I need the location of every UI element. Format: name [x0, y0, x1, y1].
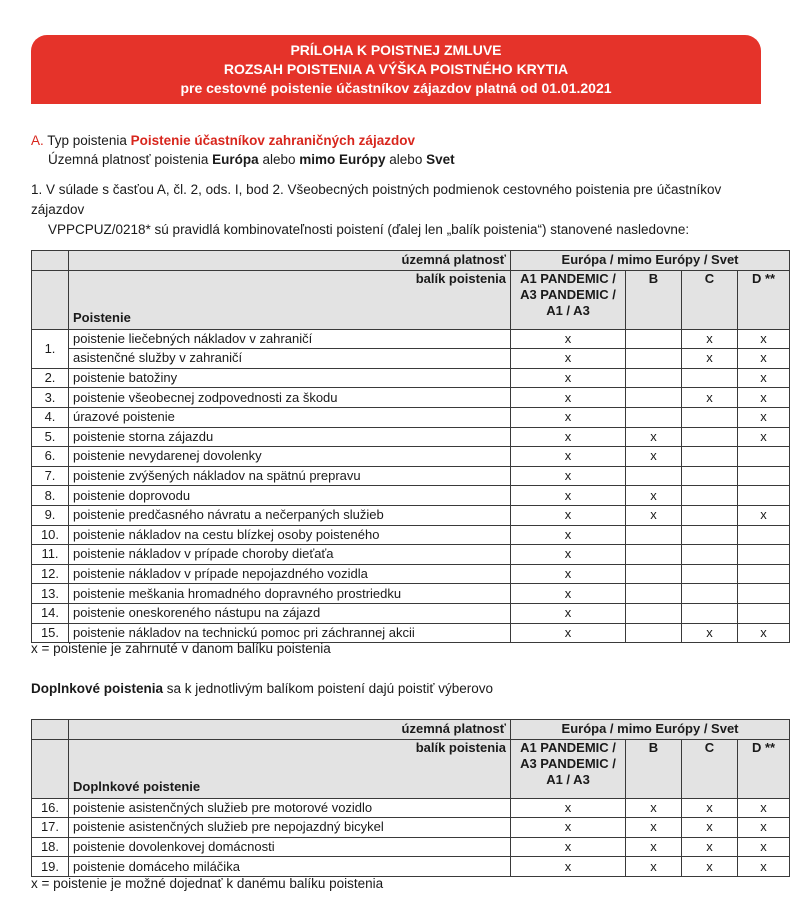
header-blank-cell: [32, 251, 69, 271]
package-column-0: A1 PANDEMIC / A3 PANDEMIC / A1 / A3: [511, 270, 626, 329]
row-mark: x: [626, 427, 682, 447]
table-row: [32, 505, 790, 525]
row-mark: [626, 603, 682, 623]
row-mark: x: [511, 368, 626, 388]
table-row: [32, 525, 790, 545]
row-number: 12.: [32, 564, 69, 584]
row-name: poistenie všeobecnej zodpovednosti za škodu: [69, 388, 511, 408]
row-mark: x: [738, 837, 790, 857]
row-mark: [738, 466, 790, 486]
row-number: 2.: [32, 368, 69, 388]
header-blank-cell: [32, 720, 69, 740]
row-mark: [626, 623, 682, 643]
header-blank-cell: [32, 739, 69, 798]
table-row: [32, 623, 790, 643]
paragraph-2-bold: Doplnkové poistenia: [31, 681, 164, 696]
type-label: Typ poistenia: [47, 133, 127, 148]
row-mark: x: [511, 525, 626, 545]
package-column-3: D **: [738, 739, 790, 798]
territory-value: Európa / mimo Európy / Svet: [511, 720, 790, 740]
package-header-cell: [69, 270, 511, 329]
row-mark: [626, 407, 682, 427]
territory-outside: mimo Európy: [299, 152, 386, 167]
supplementary-table: [31, 719, 790, 877]
row-mark: x: [511, 388, 626, 408]
row-mark: x: [511, 584, 626, 604]
row-number: 14.: [32, 603, 69, 623]
row-mark: [626, 329, 682, 349]
table-row: [32, 857, 790, 877]
row-mark: [682, 545, 738, 565]
package-column-2: C: [682, 270, 738, 329]
header-row-packages: [32, 739, 790, 798]
row-mark: x: [682, 623, 738, 643]
row-mark: x: [511, 505, 626, 525]
row-mark: [682, 564, 738, 584]
table-row: [32, 466, 790, 486]
row-name: poistenie doprovodu: [69, 486, 511, 506]
header-row-packages: [32, 270, 790, 329]
package-header: balík poistenia: [415, 739, 506, 755]
territory-header: územná platnosť: [69, 251, 511, 271]
package-column-3: D **: [738, 270, 790, 329]
row-mark: [682, 603, 738, 623]
row-mark: x: [626, 486, 682, 506]
row-mark: x: [511, 603, 626, 623]
row-mark: [682, 505, 738, 525]
package-column-1: B: [626, 739, 682, 798]
row-mark: [626, 545, 682, 565]
territory-or-1: alebo: [262, 152, 296, 167]
row-number: 3.: [32, 388, 69, 408]
row-mark: [738, 584, 790, 604]
table-row: [32, 584, 790, 604]
row-mark: x: [511, 427, 626, 447]
row-mark: x: [626, 818, 682, 838]
paragraph-1-line-1: 1. V súlade s časťou A, čl. 2, ods. I, bod 2. Všeobecných poistných podmienok cestovného poistenia pre účastníkov zájazdov: [31, 182, 722, 217]
row-mark: [682, 427, 738, 447]
package-header-cell: [69, 739, 511, 798]
row-mark: x: [626, 447, 682, 467]
header-banner: [31, 35, 761, 104]
row-mark: [626, 466, 682, 486]
row-mark: [682, 368, 738, 388]
row-mark: x: [626, 798, 682, 818]
row-mark: [738, 545, 790, 565]
row-mark: [626, 349, 682, 369]
insurance-header: Poistenie: [73, 309, 131, 325]
row-name: poistenie dovolenkovej domácnosti: [69, 837, 511, 857]
note-1: x = poistenie je zahrnuté v danom balíku poistenia: [31, 641, 331, 656]
table-row: [32, 349, 790, 369]
row-mark: x: [511, 329, 626, 349]
row-mark: [682, 466, 738, 486]
row-mark: x: [511, 349, 626, 369]
row-mark: x: [738, 623, 790, 643]
table-row: [32, 798, 790, 818]
row-mark: [738, 525, 790, 545]
row-number: 4.: [32, 407, 69, 427]
row-mark: x: [738, 818, 790, 838]
paragraph-1: [31, 180, 771, 240]
row-name: úrazové poistenie: [69, 407, 511, 427]
row-name: poistenie batožiny: [69, 368, 511, 388]
header-blank-cell: [32, 270, 69, 329]
header-row-territory: [32, 720, 790, 740]
row-number: 5.: [32, 427, 69, 447]
row-number: 16.: [32, 798, 69, 818]
row-mark: x: [738, 407, 790, 427]
row-number: 7.: [32, 466, 69, 486]
header-line-2: ROZSAH POISTENIA A VÝŠKA POISTNÉHO KRYTIA: [223, 61, 569, 77]
row-number: 6.: [32, 447, 69, 467]
row-number: 8.: [32, 486, 69, 506]
row-mark: x: [511, 857, 626, 877]
row-mark: x: [511, 818, 626, 838]
row-name: poistenie nákladov v prípade nepojazdného vozidla: [69, 564, 511, 584]
territory-value: Európa / mimo Európy / Svet: [511, 251, 790, 271]
row-number: 11.: [32, 545, 69, 565]
row-mark: x: [682, 349, 738, 369]
row-mark: [682, 525, 738, 545]
row-mark: x: [738, 427, 790, 447]
row-mark: x: [682, 818, 738, 838]
coverage-table: [31, 250, 790, 643]
header-line-3: pre cestovné poistenie účastníkov zájazdov platná od 01.01.2021: [180, 80, 612, 96]
package-column-2: C: [682, 739, 738, 798]
table-row: [32, 447, 790, 467]
type-value: Poistenie účastníkov zahraničných zájazdov: [130, 133, 415, 148]
row-mark: x: [682, 388, 738, 408]
row-mark: [626, 368, 682, 388]
table-row: [32, 486, 790, 506]
row-name: poistenie zvýšených nákladov na spätnú prepravu: [69, 466, 511, 486]
row-mark: x: [511, 564, 626, 584]
row-mark: x: [511, 623, 626, 643]
row-mark: [626, 564, 682, 584]
row-name: poistenie oneskoreného nástupu na zájazd: [69, 603, 511, 623]
table-row: [32, 818, 790, 838]
row-number: 9.: [32, 505, 69, 525]
row-mark: x: [682, 837, 738, 857]
territory-world: Svet: [426, 152, 455, 167]
header-row-territory: [32, 251, 790, 271]
row-mark: x: [626, 857, 682, 877]
row-mark: [738, 486, 790, 506]
row-mark: x: [738, 798, 790, 818]
row-name: asistenčné služby v zahraničí: [69, 349, 511, 369]
section-letter: A.: [31, 133, 44, 148]
row-mark: x: [738, 368, 790, 388]
table-row: [32, 427, 790, 447]
package-header: balík poistenia: [415, 270, 506, 286]
table-row: [32, 368, 790, 388]
row-mark: x: [511, 545, 626, 565]
note-2: x = poistenie je možné dojednať k danému balíku poistenia: [31, 876, 384, 891]
row-number: 18.: [32, 837, 69, 857]
row-mark: [682, 584, 738, 604]
row-name: poistenie meškania hromadného dopravného prostriedku: [69, 584, 511, 604]
row-mark: x: [738, 505, 790, 525]
row-mark: [682, 447, 738, 467]
row-name: poistenie nákladov na cestu blízkej osoby poisteného: [69, 525, 511, 545]
row-mark: x: [511, 466, 626, 486]
row-number: 13.: [32, 584, 69, 604]
row-mark: x: [511, 407, 626, 427]
territory-label: Územná platnosť poistenia: [48, 152, 209, 167]
row-name: poistenie liečebných nákladov v zahraničí: [69, 329, 511, 349]
row-mark: x: [626, 505, 682, 525]
row-name: poistenie asistenčných služieb pre nepojazdný bicykel: [69, 818, 511, 838]
insurance-header: Doplnkové poistenie: [73, 778, 201, 794]
package-column-1: B: [626, 270, 682, 329]
row-mark: x: [682, 329, 738, 349]
row-mark: [682, 407, 738, 427]
territory-or-2: alebo: [389, 152, 423, 167]
table-row: [32, 407, 790, 427]
row-name: poistenie storna zájazdu: [69, 427, 511, 447]
paragraph-2-rest: sa k jednotlivým balíkom poistení dajú poistiť výberovo: [163, 681, 494, 696]
row-number: 10.: [32, 525, 69, 545]
package-column-0: A1 PANDEMIC / A3 PANDEMIC / A1 / A3: [511, 739, 626, 798]
row-number: 17.: [32, 818, 69, 838]
table-row: [32, 329, 790, 349]
row-mark: [682, 486, 738, 506]
row-mark: [626, 525, 682, 545]
row-mark: x: [511, 486, 626, 506]
table-row: [32, 603, 790, 623]
territory-europe: Európa: [212, 152, 259, 167]
table-row: [32, 837, 790, 857]
row-name: poistenie predčasného návratu a nečerpaných služieb: [69, 505, 511, 525]
row-mark: [738, 447, 790, 467]
row-number: 1.: [32, 329, 69, 368]
row-name: poistenie nevydarenej dovolenky: [69, 447, 511, 467]
row-name: poistenie asistenčných služieb pre motorové vozidlo: [69, 798, 511, 818]
territory-header: územná platnosť: [69, 720, 511, 740]
row-number: 15.: [32, 623, 69, 643]
row-mark: x: [626, 837, 682, 857]
row-mark: [626, 388, 682, 408]
table-row: [32, 388, 790, 408]
row-mark: x: [738, 388, 790, 408]
row-mark: x: [738, 329, 790, 349]
row-number: 19.: [32, 857, 69, 877]
table-row: [32, 545, 790, 565]
header-line-1: PRÍLOHA K POISTNEJ ZMLUVE: [290, 42, 502, 58]
row-mark: [738, 564, 790, 584]
row-mark: x: [682, 798, 738, 818]
row-mark: x: [511, 447, 626, 467]
paragraph-2: [31, 681, 493, 696]
row-name: poistenie nákladov v prípade choroby dieťaťa: [69, 545, 511, 565]
row-mark: x: [682, 857, 738, 877]
row-name: poistenie nákladov na technickú pomoc pri záchrannej akcii: [69, 623, 511, 643]
row-mark: x: [738, 857, 790, 877]
row-mark: x: [511, 837, 626, 857]
section-a: [31, 131, 761, 169]
row-name: poistenie domáceho miláčika: [69, 857, 511, 877]
table-row: [32, 564, 790, 584]
row-mark: [626, 584, 682, 604]
row-mark: x: [738, 349, 790, 369]
paragraph-1-line-2: VPPCPUZ/0218* sú pravidlá kombinovateľnosti poistení (ďalej len „balík poistenia“) stanovené nasledovne:: [48, 222, 690, 237]
row-mark: x: [511, 798, 626, 818]
row-mark: [738, 603, 790, 623]
